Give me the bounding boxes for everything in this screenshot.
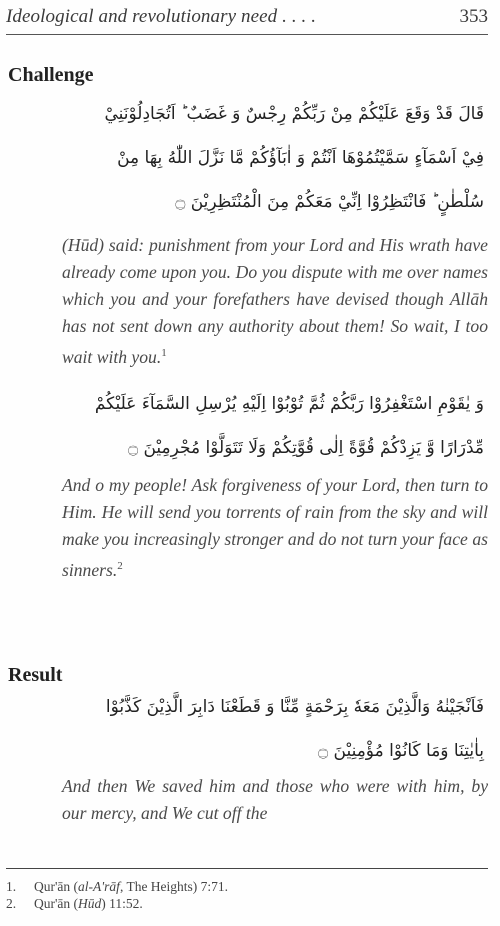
footnote-ref: 1 xyxy=(161,347,167,359)
section-heading-challenge: Challenge xyxy=(8,64,94,86)
footnote-italic: al-A'rāf xyxy=(78,879,120,894)
translation-text: And then We saved him and those who were with him, by our mercy, and We cut off the xyxy=(62,776,488,823)
arabic-verse-line: قَالَ قَدْ وَقَعَ عَلَيْكُمْ مِنْ رَبِّكُمْ رِجْسٌ وَ غَضَبٌ ؕ اَتُجَادِلُوْنَنِيْ xyxy=(104,104,484,124)
translation-paragraph xyxy=(62,773,488,827)
footnote-italic: Hūd xyxy=(78,896,102,911)
footnotes xyxy=(6,878,228,912)
arabic-verse-line: مِّدْرَارًا وَّ يَزِدْكُمْ قُوَّةً اِلٰى قُوَّتِكُمْ وَلَا تَتَوَلَّوْا مُجْرِمِيْنَ ۝ xyxy=(128,438,484,458)
translation-paragraph xyxy=(62,472,488,584)
footnote-text-part: Qur'ān ( xyxy=(34,879,79,894)
footnote-text-part: , The Heights) 7:71. xyxy=(119,879,229,894)
arabic-verse-line: وَ يٰقَوْمِ اسْتَغْفِرُوْا رَبَّكُمْ ثُمَّ تُوْبُوْا اِلَيْهِ يُرْسِلِ السَّمَآءَ عَلَيْكُمْ xyxy=(94,394,484,414)
footnote-text-part: Qur'ān ( xyxy=(34,896,79,911)
footnote-number: 2. xyxy=(6,896,17,911)
footnote-number: 1. xyxy=(6,879,17,894)
page-header xyxy=(6,6,488,35)
section-heading-result: Result xyxy=(8,664,63,686)
footnote-ref: 2 xyxy=(117,560,123,572)
footnote-text-part: ) 11:52. xyxy=(101,896,143,911)
arabic-verse-line: فِيْ اَسْمَآءٍ سَمَّيْتُمُوْهَا اَنْتُمْ وَ اٰبَآؤُكُمْ مَّا نَزَّلَ اللّٰهُ بِهَا مِنْ xyxy=(117,148,484,168)
page-number: 353 xyxy=(459,6,488,27)
footnote-text xyxy=(34,878,228,895)
translation-paragraph xyxy=(62,232,488,371)
arabic-verse-line: بِاٰيٰتِنَا وَمَا كَانُوْا مُؤْمِنِيْنَ ۝ xyxy=(318,741,484,761)
translation-text: (Hūd) said: punishment from your Lord and His wrath have already come upon you. Do you dispute with me over names which you and your forefathers have devised though Allāh has not sent down any authority about them! So wait, I too wait with you. xyxy=(62,235,488,367)
footnote-divider xyxy=(6,868,488,869)
arabic-verse-line: سُلْطٰنٍ ؕ فَانْتَظِرُوْا اِنِّيْ مَعَكُمْ مِنَ الْمُنْتَظِرِيْنَ ۝ xyxy=(175,192,484,212)
footnote-text xyxy=(34,895,143,912)
footnote-item xyxy=(6,895,228,912)
footnote-item xyxy=(6,878,228,895)
arabic-verse-line: فَاَنْجَيْنٰهُ وَالَّذِيْنَ مَعَهٗ بِرَحْمَةٍ مِّنَّا وَ قَطَعْنَا دَابِرَ الَّذِيْنَ كَذَّبُوْا xyxy=(105,697,484,717)
translation-text: And o my people! Ask forgiveness of your Lord, then turn to Him. He will send you torrents of rain from the sky and will make you increasingly stronger and do not turn your face as sinners. xyxy=(62,475,488,580)
running-head: Ideological and revolutionary need . . . . xyxy=(6,6,317,27)
